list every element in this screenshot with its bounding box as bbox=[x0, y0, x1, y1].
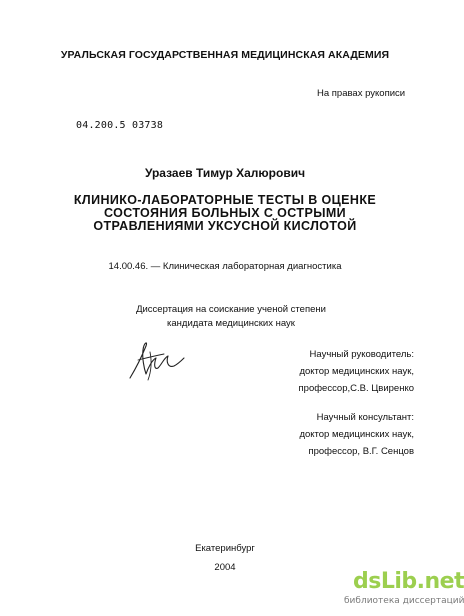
institution-heading: УРАЛЬСКАЯ ГОСУДАРСТВЕННАЯ МЕДИЦИНСКАЯ АКАДЕМИЯ bbox=[60, 49, 390, 61]
supervisor-block bbox=[299, 346, 414, 397]
supervisor-degree: доктор медицинских наук, bbox=[299, 366, 414, 377]
signature-icon bbox=[124, 338, 188, 384]
supervisor-name: профессор,С.В. Цвиренко bbox=[298, 383, 414, 394]
registration-stamp: 04.200.5 03738 bbox=[76, 120, 164, 131]
site-watermark bbox=[344, 569, 464, 607]
consultant-name: профессор, В.Г. Сенцов bbox=[308, 446, 414, 457]
degree-line-2: кандидата медицинских наук bbox=[167, 318, 295, 329]
degree-statement bbox=[131, 303, 331, 331]
specialty-code: 14.00.46. — Клиническая лабораторная диагностика bbox=[108, 261, 342, 272]
consultant-degree: доктор медицинских наук, bbox=[299, 429, 414, 440]
supervisor-label: Научный руководитель: bbox=[309, 349, 414, 360]
consultant-label: Научный консультант: bbox=[316, 412, 414, 423]
rights-note: На правах рукописи bbox=[317, 88, 406, 99]
title-line-1: КЛИНИКО-ЛАБОРАТОРНЫЕ ТЕСТЫ В ОЦЕНКЕ bbox=[73, 193, 377, 207]
degree-line-1: Диссертация на соискание ученой степени bbox=[136, 304, 326, 315]
city: Екатеринбург bbox=[195, 543, 255, 554]
dissertation-title bbox=[0, 194, 450, 233]
watermark-brand: dsLib.net bbox=[353, 569, 464, 594]
author-name: Уразаев Тимур Халюрович bbox=[144, 166, 306, 180]
watermark-tagline: библиотека диссертаций bbox=[344, 596, 464, 606]
year: 2004 bbox=[214, 562, 236, 573]
consultant-block bbox=[299, 409, 414, 460]
title-line-2: СОСТОЯНИЯ БОЛЬНЫХ С ОСТРЫМИ bbox=[103, 206, 347, 220]
title-line-3: ОТРАВЛЕНИЯМИ УКСУСНОЙ КИСЛОТОЙ bbox=[93, 219, 357, 233]
